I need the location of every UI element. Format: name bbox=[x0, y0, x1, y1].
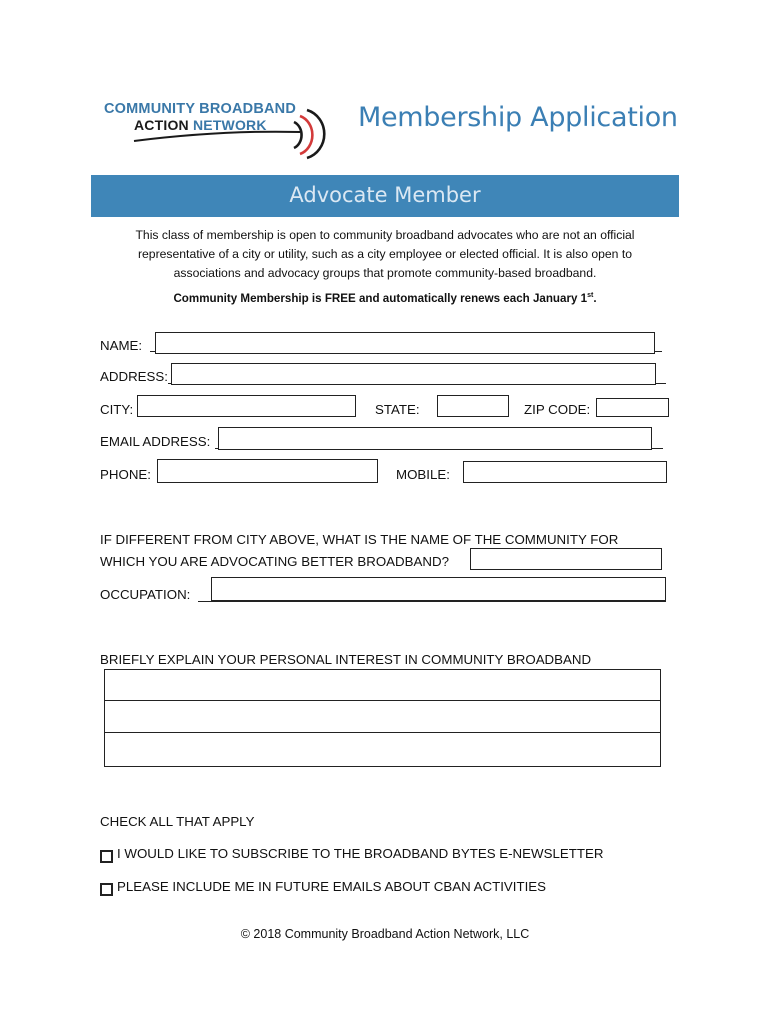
zip-label: ZIP CODE: bbox=[524, 402, 591, 417]
occupation-field[interactable] bbox=[211, 577, 666, 601]
logo-text-network: NETWORK bbox=[192, 117, 267, 133]
zip-field[interactable] bbox=[596, 398, 669, 417]
occupation-label: OCCUPATION: bbox=[100, 587, 191, 602]
cban-emails-checkbox[interactable] bbox=[100, 883, 113, 896]
newsletter-option-label: I WOULD LIKE TO SUBSCRIBE TO THE BROADBAND BYTES E-NEWSLETTER bbox=[117, 846, 604, 861]
mobile-label: MOBILE: bbox=[396, 467, 450, 482]
state-field[interactable] bbox=[437, 395, 509, 417]
section-banner bbox=[91, 175, 679, 217]
copyright-footer: © 2018 Community Broadband Action Network, LLC bbox=[240, 927, 530, 941]
banner-heading: Advocate Member bbox=[289, 183, 481, 207]
interest-textarea[interactable] bbox=[104, 669, 661, 767]
address-label: ADDRESS: bbox=[100, 369, 168, 384]
interest-rule-1 bbox=[105, 700, 660, 701]
mobile-field[interactable] bbox=[463, 461, 667, 483]
phone-label: PHONE: bbox=[100, 467, 151, 482]
name-field[interactable] bbox=[155, 332, 655, 354]
community-question-line1: IF DIFFERENT FROM CITY ABOVE, WHAT IS THE NAME OF THE COMMUNITY FOR bbox=[100, 532, 619, 547]
newsletter-checkbox[interactable] bbox=[100, 850, 113, 863]
intro-line2: representative of a city or utility, such as a city employee or elected official. It is also open to bbox=[137, 247, 633, 261]
address-field[interactable] bbox=[171, 363, 656, 385]
city-label: CITY: bbox=[100, 402, 134, 417]
interest-rule-2 bbox=[105, 732, 660, 733]
logo-text-line1: COMMUNITY BROADBAND bbox=[104, 101, 297, 117]
community-field[interactable] bbox=[470, 548, 662, 570]
cban-emails-option-label: PLEASE INCLUDE ME IN FUTURE EMAILS ABOUT CBAN ACTIVITIES bbox=[117, 879, 547, 894]
intro-paragraph bbox=[110, 226, 660, 283]
occupation-underline bbox=[198, 601, 666, 602]
community-question-line2: WHICH YOU ARE ADVOCATING BETTER BROADBAND? bbox=[100, 554, 449, 569]
logo-text-action: ACTION bbox=[134, 117, 193, 133]
state-label: STATE: bbox=[375, 402, 420, 417]
phone-field[interactable] bbox=[157, 459, 378, 483]
page-title: Membership Application bbox=[358, 102, 678, 133]
name-label: NAME: bbox=[100, 338, 143, 353]
interest-label: BRIEFLY EXPLAIN YOUR PERSONAL INTEREST IN COMMUNITY BROADBAND bbox=[100, 652, 592, 667]
city-field[interactable] bbox=[137, 395, 356, 417]
intro-line1: This class of membership is open to community broadband advocates who are not an official bbox=[135, 228, 635, 242]
email-field[interactable] bbox=[218, 427, 652, 450]
membership-notice: Community Membership is FREE and automatically renews each January 1st. bbox=[173, 292, 597, 305]
email-label: EMAIL ADDRESS: bbox=[100, 434, 211, 449]
logo-swoosh-icon bbox=[132, 108, 332, 160]
intro-line3: associations and advocacy groups that promote community-based broadband. bbox=[173, 266, 597, 280]
checks-heading: CHECK ALL THAT APPLY bbox=[100, 814, 255, 829]
